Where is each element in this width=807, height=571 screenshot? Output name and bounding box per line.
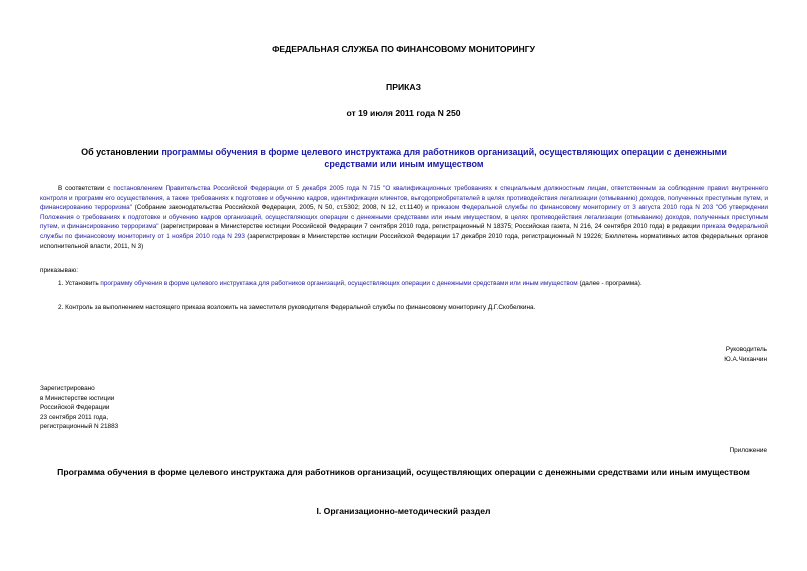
program-title: Программа обучения в форме целевого инструктажа для работников организаций, осуществляющих операции с денежными средствами или иным имуществом [57, 467, 750, 477]
registration-line: 23 сентября 2011 года, [40, 413, 109, 421]
intro-text-4: (зарегистрирован в Министерстве юстиции Российской Федерации 17 декабря 2010 года, регистрационный N 19226; Бюллетень нормативных актов федеральных органов исполнительной власти, 2011, N 3) [40, 232, 768, 250]
item-1-prefix: 1. Установить [58, 280, 101, 287]
title-prefix: Об установлении [81, 147, 162, 157]
order-item-2: 2. Контроль за выполнением настоящего приказа возложить на заместителя руководителя Федеральной службы по финансовому мониторингу Д.Г.Скобелкина. [58, 304, 536, 311]
order-date: от 19 июля 2011 года N 250 [346, 108, 461, 118]
signature-position: Руководитель [725, 346, 767, 353]
document-title [74, 146, 734, 170]
item-1-suffix: (далее - программа). [577, 280, 642, 287]
title-program-link[interactable]: программы обучения в форме целевого инструктажа для работников организаций, осуществляющих операции с денежными средствами или иным имуществом [161, 147, 727, 169]
registration-block [40, 384, 118, 432]
agency-name: ФЕДЕРАЛЬНАЯ СЛУЖБА ПО ФИНАНСОВОМУ МОНИТОРИНГУ [272, 44, 535, 54]
signature-name: Ю.А.Чиханчин [724, 355, 767, 363]
program-link[interactable]: программу обучения в форме целевого инструктажа для работников организаций, осуществляющих операции с денежными средствами или иным имуществом [100, 280, 578, 287]
appendix-label: Приложение [729, 447, 767, 454]
order-item-1 [58, 279, 768, 289]
intro-text-1: В соответствии с [58, 185, 114, 192]
order-label: ПРИКАЗ [386, 82, 421, 92]
registration-line: Зарегистрировано [40, 385, 95, 392]
rosfinmonitoring-order-293-link[interactable]: приказа Федеральной службы по финансовому мониторингу от 1 ноября 2010 года N 293 [40, 223, 769, 240]
registration-line: Российской Федерации [40, 404, 110, 412]
intro-text-3: (зарегистрирован в Министерстве юстиции Российской Федерации 7 сентября 2010 года, регистрационный N 18375; Российская газета, N 216, 24 сентября 2010 года) в редакции [158, 223, 703, 231]
government-decree-link[interactable]: постановлением Правительства Российской Федерации от 5 декабря 2005 года N 715 "О квалификационных требованиях к специальным должностным лицам, ответственным за соблюдение правил внутреннего контроля и программ его осуществления, а также требованиях к подготовке и обучению кадров, идентификации клиентов, выгодоприобретателей в целях противодействия легализации (отмыванию) доходов, полученных преступным путем, и финансированию терроризма" [40, 185, 768, 212]
section-title: I. Организационно-методический раздел [316, 506, 491, 516]
orders-word: приказываю: [40, 267, 78, 274]
registration-line: регистрационный N 21883 [40, 423, 119, 431]
registration-line: в Министерстве юстиции [40, 394, 115, 402]
rosfinmonitoring-order-203-link[interactable]: приказом Федеральной службы по финансовому мониторингу от 3 августа 2010 года N 203 "Об утверждении Положения о требованиях к подготовке и обучению кадров организаций, осуществляющих операции с денежными средствами или иным имуществом, в целях противодействия легализации (отмыванию) доходов, полученных преступным путем, и финансированию терроризма" [40, 204, 768, 231]
intro-text-2: (Собрание законодательства Российской Федерации, 2005, N 50, ст.5302; 2008, N 12, ст.1140) и [132, 204, 432, 212]
signature-block [724, 345, 767, 364]
intro-paragraph [40, 184, 768, 251]
